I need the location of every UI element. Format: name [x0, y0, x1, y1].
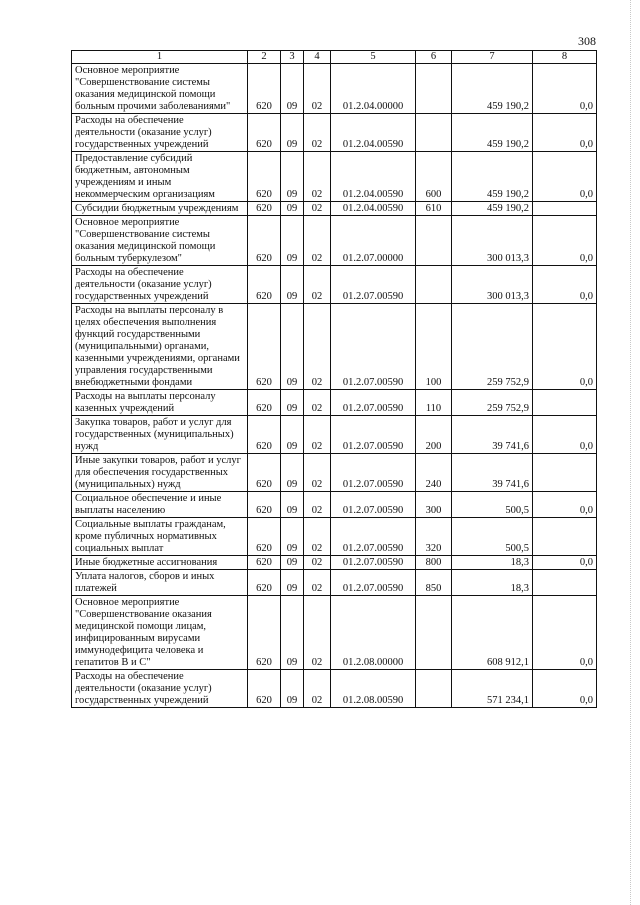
table-row: [72, 390, 597, 416]
row-value-cell-c7: 459 190,2: [452, 152, 533, 202]
row-value-cell-c5: 01.2.07.00590: [331, 416, 416, 454]
column-header: 4: [304, 51, 331, 64]
table-row: [72, 304, 597, 390]
row-value-cell-c6: [416, 216, 452, 266]
table-row: [72, 596, 597, 670]
table-row: [72, 416, 597, 454]
row-value-cell-c4: 02: [304, 492, 331, 518]
row-name-cell: Субсидии бюджетным учреждениям: [72, 202, 248, 216]
column-header: 7: [452, 51, 533, 64]
table-row: [72, 570, 597, 596]
row-value-cell-c8: [533, 390, 597, 416]
row-value-cell-c3: 09: [281, 152, 304, 202]
row-value-cell-c3: 09: [281, 304, 304, 390]
row-value-cell-c5: 01.2.07.00590: [331, 556, 416, 570]
row-value-cell-c5: 01.2.04.00590: [331, 202, 416, 216]
row-value-cell-c7: 459 190,2: [452, 64, 533, 114]
row-value-cell-c8: 0,0: [533, 492, 597, 518]
table-row: [72, 202, 597, 216]
row-value-cell-c3: 09: [281, 570, 304, 596]
row-name-cell: Закупка товаров, работ и услуг для государственных (муниципальных) нужд: [72, 416, 248, 454]
row-value-cell-c8: 0,0: [533, 304, 597, 390]
row-value-cell-c7: 300 013,3: [452, 266, 533, 304]
row-value-cell-c5: 01.2.08.00590: [331, 670, 416, 708]
row-value-cell-c8: [533, 202, 597, 216]
row-value-cell-c3: 09: [281, 416, 304, 454]
row-value-cell-c3: 09: [281, 114, 304, 152]
table-row: [72, 266, 597, 304]
row-name-cell: Предоставление субсидий бюджетным, автономным учреждениям и иным некоммерческим организациям: [72, 152, 248, 202]
row-value-cell-c3: 09: [281, 596, 304, 670]
row-name-cell: Расходы на обеспечение деятельности (оказание услуг) государственных учреждений: [72, 670, 248, 708]
row-value-cell-c4: 02: [304, 304, 331, 390]
row-value-cell-c2: 620: [248, 216, 281, 266]
row-value-cell-c8: [533, 570, 597, 596]
row-name-cell: Иные закупки товаров, работ и услуг для обеспечения государственных (муниципальных) нужд: [72, 454, 248, 492]
row-value-cell-c3: 09: [281, 266, 304, 304]
column-header: 3: [281, 51, 304, 64]
row-value-cell-c2: 620: [248, 304, 281, 390]
row-name-cell: Иные бюджетные ассигнования: [72, 556, 248, 570]
row-value-cell-c7: 459 190,2: [452, 202, 533, 216]
row-value-cell-c7: 259 752,9: [452, 390, 533, 416]
row-value-cell-c3: 09: [281, 492, 304, 518]
row-value-cell-c2: 620: [248, 152, 281, 202]
row-value-cell-c4: 02: [304, 216, 331, 266]
row-value-cell-c7: 39 741,6: [452, 454, 533, 492]
row-value-cell-c2: 620: [248, 202, 281, 216]
row-value-cell-c2: 620: [248, 556, 281, 570]
row-value-cell-c2: 620: [248, 114, 281, 152]
row-name-cell: Уплата налогов, сборов и иных платежей: [72, 570, 248, 596]
row-value-cell-c6: 110: [416, 390, 452, 416]
row-value-cell-c2: 620: [248, 596, 281, 670]
row-value-cell-c8: 0,0: [533, 416, 597, 454]
row-value-cell-c4: 02: [304, 454, 331, 492]
row-value-cell-c4: 02: [304, 596, 331, 670]
page-edge-right: [630, 0, 631, 905]
row-value-cell-c5: 01.2.04.00590: [331, 114, 416, 152]
table-row: [72, 216, 597, 266]
row-value-cell-c4: 02: [304, 556, 331, 570]
row-value-cell-c2: 620: [248, 390, 281, 416]
row-name-cell: Расходы на обеспечение деятельности (оказание услуг) государственных учреждений: [72, 114, 248, 152]
row-value-cell-c5: 01.2.07.00590: [331, 266, 416, 304]
table-row: [72, 492, 597, 518]
row-value-cell-c6: 610: [416, 202, 452, 216]
row-value-cell-c2: 620: [248, 670, 281, 708]
row-value-cell-c8: 0,0: [533, 596, 597, 670]
row-value-cell-c7: 259 752,9: [452, 304, 533, 390]
row-value-cell-c5: 01.2.07.00590: [331, 492, 416, 518]
row-value-cell-c8: 0,0: [533, 556, 597, 570]
row-value-cell-c3: 09: [281, 202, 304, 216]
row-value-cell-c6: 300: [416, 492, 452, 518]
row-value-cell-c4: 02: [304, 64, 331, 114]
table-row: [72, 454, 597, 492]
table-row: [72, 518, 597, 556]
column-header: 2: [248, 51, 281, 64]
row-value-cell-c8: 0,0: [533, 266, 597, 304]
row-value-cell-c8: [533, 518, 597, 556]
row-value-cell-c6: [416, 670, 452, 708]
row-value-cell-c6: 100: [416, 304, 452, 390]
column-header: 6: [416, 51, 452, 64]
row-name-cell: Расходы на выплаты персоналу казенных учреждений: [72, 390, 248, 416]
row-value-cell-c5: 01.2.07.00000: [331, 216, 416, 266]
row-value-cell-c5: 01.2.07.00590: [331, 454, 416, 492]
row-value-cell-c7: 39 741,6: [452, 416, 533, 454]
row-value-cell-c4: 02: [304, 266, 331, 304]
row-name-cell: Основное мероприятие "Совершенствование системы оказания медицинской помощи больным прочими заболеваниями": [72, 64, 248, 114]
row-value-cell-c4: 02: [304, 390, 331, 416]
row-value-cell-c5: 01.2.07.00590: [331, 390, 416, 416]
row-name-cell: Социальные выплаты гражданам, кроме публичных нормативных социальных выплат: [72, 518, 248, 556]
table-row: [72, 114, 597, 152]
column-header: 8: [533, 51, 597, 64]
row-value-cell-c8: 0,0: [533, 670, 597, 708]
row-value-cell-c5: 01.2.07.00590: [331, 304, 416, 390]
row-value-cell-c4: 02: [304, 114, 331, 152]
row-value-cell-c4: 02: [304, 152, 331, 202]
row-value-cell-c8: 0,0: [533, 152, 597, 202]
row-value-cell-c4: 02: [304, 670, 331, 708]
row-value-cell-c3: 09: [281, 518, 304, 556]
row-value-cell-c7: 500,5: [452, 492, 533, 518]
row-value-cell-c5: 01.2.08.00000: [331, 596, 416, 670]
row-value-cell-c6: [416, 266, 452, 304]
row-value-cell-c2: 620: [248, 416, 281, 454]
row-value-cell-c7: 571 234,1: [452, 670, 533, 708]
row-value-cell-c5: 01.2.07.00590: [331, 570, 416, 596]
row-value-cell-c7: 500,5: [452, 518, 533, 556]
row-value-cell-c7: 608 912,1: [452, 596, 533, 670]
row-value-cell-c5: 01.2.07.00590: [331, 518, 416, 556]
row-value-cell-c2: 620: [248, 570, 281, 596]
row-value-cell-c6: [416, 596, 452, 670]
row-value-cell-c6: [416, 114, 452, 152]
row-value-cell-c3: 09: [281, 64, 304, 114]
row-value-cell-c3: 09: [281, 216, 304, 266]
row-value-cell-c6: 200: [416, 416, 452, 454]
row-value-cell-c7: 18,3: [452, 570, 533, 596]
row-value-cell-c2: 620: [248, 518, 281, 556]
table-row: [72, 556, 597, 570]
row-value-cell-c6: 600: [416, 152, 452, 202]
header-row: [72, 51, 597, 64]
row-value-cell-c8: [533, 454, 597, 492]
row-value-cell-c8: 0,0: [533, 216, 597, 266]
row-name-cell: Социальное обеспечение и иные выплаты населению: [72, 492, 248, 518]
row-value-cell-c2: 620: [248, 64, 281, 114]
column-header: 5: [331, 51, 416, 64]
budget-table: [71, 50, 597, 708]
row-value-cell-c6: 800: [416, 556, 452, 570]
row-value-cell-c6: 320: [416, 518, 452, 556]
row-value-cell-c4: 02: [304, 202, 331, 216]
row-value-cell-c2: 620: [248, 492, 281, 518]
row-value-cell-c7: 300 013,3: [452, 216, 533, 266]
row-name-cell: Основное мероприятие "Совершенствование оказания медицинской помощи лицам, инфицированным вирусами иммунодефицита человека и гепатитов В и С": [72, 596, 248, 670]
row-value-cell-c4: 02: [304, 416, 331, 454]
row-value-cell-c7: 18,3: [452, 556, 533, 570]
row-name-cell: Основное мероприятие "Совершенствование системы оказания медицинской помощи больным туберкулезом": [72, 216, 248, 266]
row-value-cell-c8: 0,0: [533, 114, 597, 152]
row-value-cell-c5: 01.2.04.00590: [331, 152, 416, 202]
column-header: 1: [72, 51, 248, 64]
page-number: 308: [578, 34, 596, 48]
row-value-cell-c4: 02: [304, 570, 331, 596]
row-value-cell-c6: [416, 64, 452, 114]
row-value-cell-c8: 0,0: [533, 64, 597, 114]
table-row: [72, 64, 597, 114]
row-value-cell-c5: 01.2.04.00000: [331, 64, 416, 114]
row-value-cell-c3: 09: [281, 670, 304, 708]
row-value-cell-c6: 240: [416, 454, 452, 492]
row-value-cell-c2: 620: [248, 454, 281, 492]
row-name-cell: Расходы на обеспечение деятельности (оказание услуг) государственных учреждений: [72, 266, 248, 304]
row-value-cell-c3: 09: [281, 454, 304, 492]
row-value-cell-c7: 459 190,2: [452, 114, 533, 152]
row-value-cell-c3: 09: [281, 390, 304, 416]
row-value-cell-c6: 850: [416, 570, 452, 596]
row-value-cell-c4: 02: [304, 518, 331, 556]
row-value-cell-c2: 620: [248, 266, 281, 304]
row-value-cell-c3: 09: [281, 556, 304, 570]
row-name-cell: Расходы на выплаты персоналу в целях обеспечения выполнения функций государственными (муниципальными) органами, казенными учреждениями, органами управления государственными внебюджетными фондами: [72, 304, 248, 390]
table-row: [72, 152, 597, 202]
table-row: [72, 670, 597, 708]
